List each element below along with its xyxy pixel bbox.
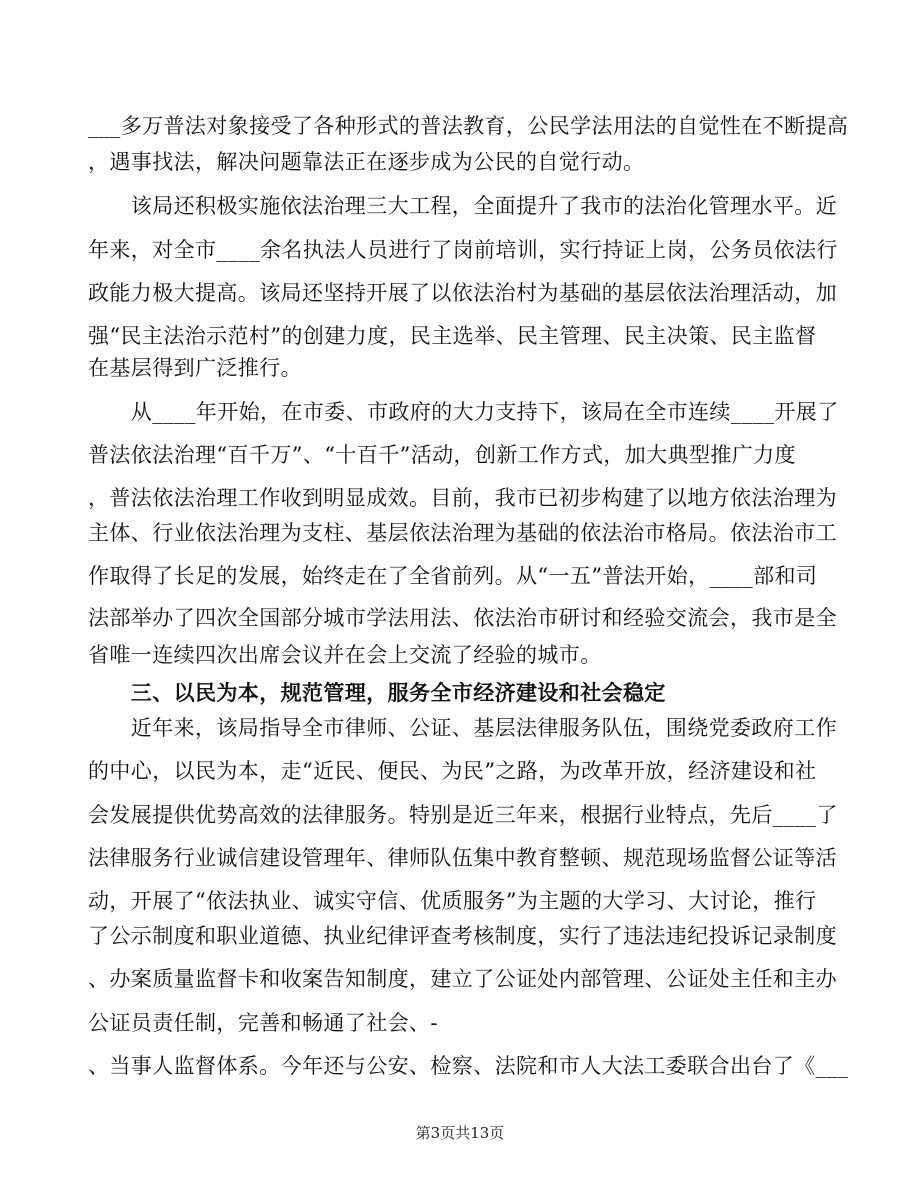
text-line: 年来，对全市____余名执法人员进行了岗前培训，实行持证上岗，公务员依法行 xyxy=(88,238,838,262)
text-line: ，普法依法治理工作收到明显成效。目前，我市已初步构建了以地方依法治理为 xyxy=(88,486,837,510)
section-heading: 三、以民为本，规范管理，服务全市经济建设和社会稳定 xyxy=(88,680,666,705)
page-number-footer: 第3页共13页 xyxy=(415,1124,505,1142)
text-line: 法律服务行业诚信建设管理年、律师队伍集中教育整顿、规范现场监督公证等活 xyxy=(88,846,837,870)
text-line: 会发展提供优势高效的法律服务。特别是近三年来，根据行业特点，先后____了 xyxy=(88,803,838,827)
text-line: ___多万普法对象接受了各种形式的普法教育，公民学法用法的自觉性在不断提高 xyxy=(88,114,849,138)
text-line: ，遇事找法，解决问题靠法正在逐步成为公民的自觉行动。 xyxy=(88,150,645,174)
text-line: 、办案质量监督卡和收案告知制度，建立了公证处内部管理、公证处主任和主办 xyxy=(88,967,837,991)
text-line: 公证员责任制，完善和畅通了社会、- xyxy=(88,1011,438,1035)
text-line: 该局还积极实施依法治理三大工程，全面提升了我市的法治化管理水平。近 xyxy=(88,194,837,218)
text-line: 政能力极大提高。该局还坚持开展了以依法治村为基础的基层依法治理活动，加 xyxy=(88,281,837,305)
text-line: 法部举办了四次全国部分城市学法用法、依法治市研讨和经验交流会，我市是全 xyxy=(88,606,837,630)
text-line: 了公示制度和职业道德、执业纪律评查考核制度，实行了违法违纪投诉记录制度 xyxy=(88,924,837,948)
text-line: 主体、行业依法治理为支柱、基层依法治理为基础的依法治市格局。依法治市工 xyxy=(88,521,837,545)
text-line: 、当事人监督体系。今年还与公安、检察、法院和市人大法工委联合出台了《___ xyxy=(88,1054,849,1078)
text-line: 的中心，以民为本，走“近民、便民、为民”之路，为改革开放，经济建设和社 xyxy=(88,759,817,783)
text-line: 在基层得到广泛推行。 xyxy=(88,356,302,380)
text-line: 省唯一连续四次出席会议并在会上交流了经验的城市。 xyxy=(88,643,602,667)
text-line: 强“民主法治示范村”的创建力度，民主选举、民主管理、民主决策、民主监督 xyxy=(88,324,817,348)
text-line: 普法依法治理“百千万”、“十百千”活动，创新工作方式，加大典型推广力度 xyxy=(88,443,796,467)
text-line: 近年来，该局指导全市律师、公证、基层法律服务队伍，围绕党委政府工作 xyxy=(88,716,837,740)
text-line: 动，开展了“依法执业、诚实守信、优质服务”为主题的大学习、大讨论，推行 xyxy=(88,889,817,913)
text-line: 作取得了长足的发展，始终走在了全省前列。从“一五”普法开始，____部和司 xyxy=(88,564,818,588)
text-line: 从____年开始，在市委、市政府的大力支持下，该局在全市连续____开展了 xyxy=(88,400,839,424)
